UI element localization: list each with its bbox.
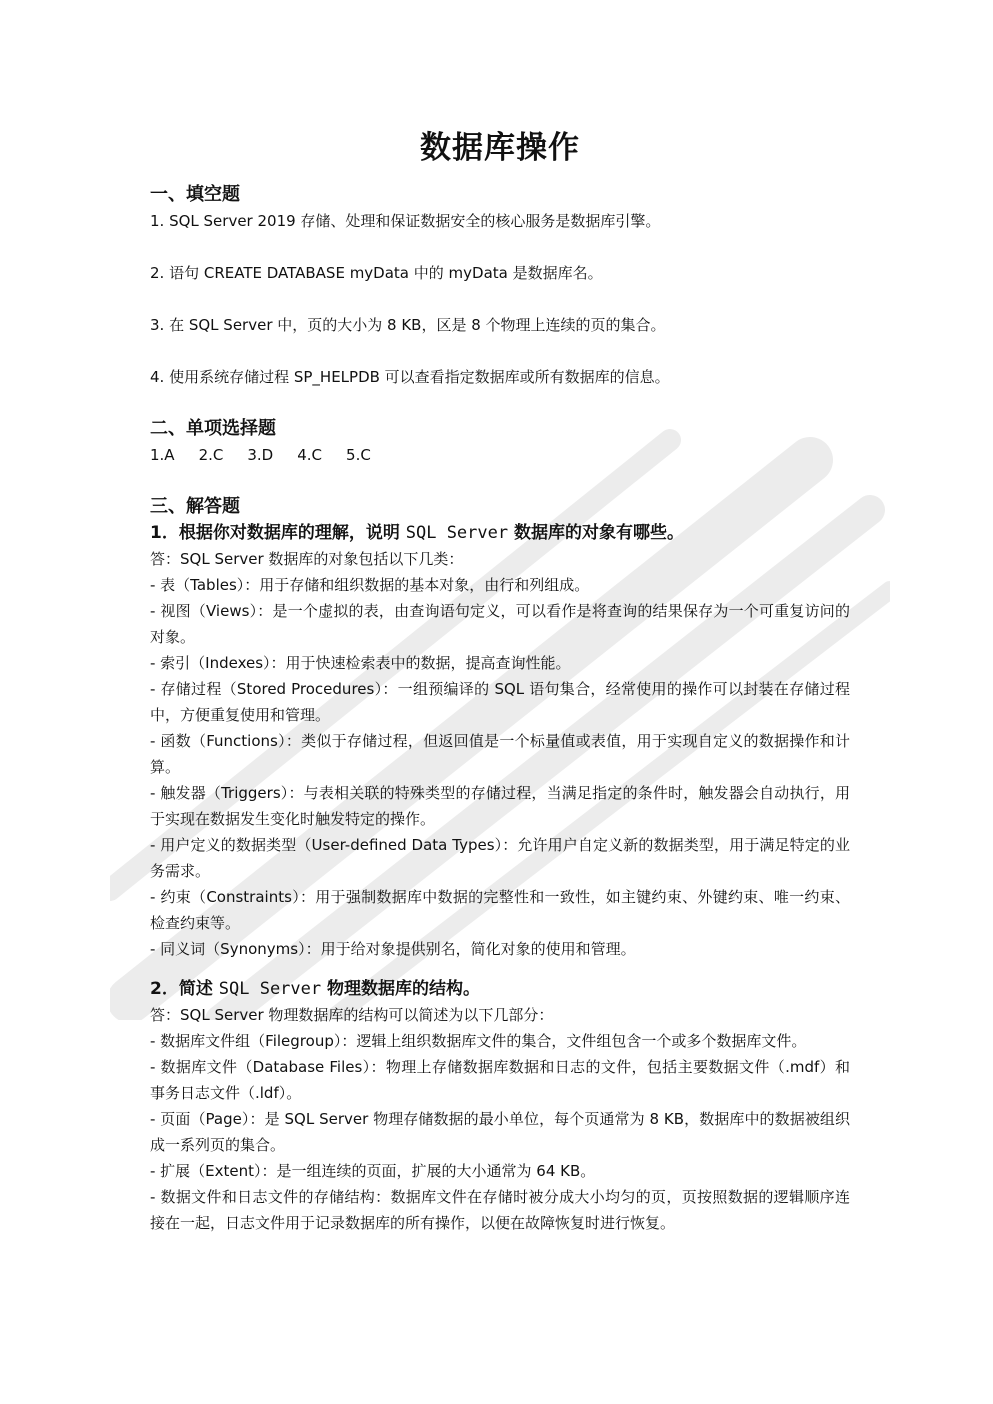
fill-item: 4. 使用系统存储过程 SP_HELPDB 可以查看指定数据库或所有数据库的信息。 — [150, 368, 670, 386]
answer-item: - 用户定义的数据类型（User-defined Data Types）：允许用户自定义新的数据类型，用于满足特定的业务需求。 — [150, 836, 850, 880]
section-heading: 三、解答题 — [150, 496, 240, 517]
choice-answer: 2.C — [198, 446, 224, 464]
section-heading: 一、填空题 — [150, 184, 240, 205]
fill-item: 2. 语句 CREATE DATABASE myData 中的 myData 是数据库名。 — [150, 264, 603, 282]
answer-item: - 触发器（Triggers）：与表相关联的特殊类型的存储过程，当满足指定的条件时，触发器会自动执行，用于实现在数据发生变化时触发特定的操作。 — [150, 784, 850, 828]
question-2-heading — [150, 976, 850, 1002]
section-heading: 二、单项选择题 — [150, 418, 276, 439]
answer-item: - 数据库文件（Database Files）：物理上存储数据库数据和日志的文件，包括主要数据文件（.mdf）和事务日志文件（.ldf）。 — [150, 1058, 850, 1102]
answer-item: - 扩展（Extent）：是一组连续的页面，扩展的大小通常为 64 KB。 — [150, 1162, 596, 1180]
question-text: 2．简述 — [150, 979, 213, 999]
page-title: 数据库操作 — [420, 130, 580, 166]
answer-item: - 同义词（Synonyms）：用于给对象提供别名，简化对象的使用和管理。 — [150, 940, 636, 958]
answer-item: - 存储过程（Stored Procedures）：一组预编译的 SQL 语句集合，经常使用的操作可以封装在存储过程中，方便重复使用和管理。 — [150, 680, 850, 724]
answer-intro: 答：SQL Server 物理数据库的结构可以简述为以下几部分： — [150, 1006, 554, 1024]
section-short-answer — [150, 494, 850, 1236]
fill-item: 3. 在 SQL Server 中，页的大小为 8 KB，区是 8 个物理上连续的页的集合。 — [150, 316, 666, 334]
answer-intro: 答：SQL Server 数据库的对象包括以下几类： — [150, 550, 464, 568]
choice-answer: 1.A — [150, 446, 175, 464]
choice-answers — [150, 442, 850, 468]
fill-item: 1. SQL Server 2019 存储、处理和保证数据安全的核心服务是数据库引擎。 — [150, 212, 661, 230]
answer-item: - 数据库文件组（Filegroup）：逻辑上组织数据库文件的集合，文件组包含一个或多个数据库文件。 — [150, 1032, 807, 1050]
answer-item: - 约束（Constraints）：用于强制数据库中数据的完整性和一致性，如主键约束、外键约束、唯一约束、检查约束等。 — [150, 888, 850, 932]
answer-item: - 函数（Functions）：类似于存储过程，但返回值是一个标量值或表值，用于实现自定义的数据操作和计算。 — [150, 732, 850, 776]
section-single-choice — [150, 416, 850, 468]
choice-answer: 3.D — [247, 446, 274, 464]
answer-item: - 视图（Views）：是一个虚拟的表，由查询语句定义，可以看作是将查询的结果保存为一个可重复访问的对象。 — [150, 602, 850, 646]
choice-answer: 4.C — [297, 446, 323, 464]
question-text: 物理数据库的结构。 — [327, 979, 481, 999]
choice-answer: 5.C — [346, 446, 371, 464]
question-text: 数据库的对象有哪些。 — [514, 523, 685, 543]
section-fill-blank — [150, 182, 850, 390]
answer-item: - 数据文件和日志文件的存储结构：数据库文件在存储时被分成大小均匀的页，页按照数据的逻辑顺序连接在一起，日志文件用于记录数据库的所有操作，以便在故障恢复时进行恢复。 — [150, 1188, 850, 1232]
answer-item: - 索引（Indexes）：用于快速检索表中的数据，提高查询性能。 — [150, 654, 571, 672]
question-1-heading — [150, 520, 850, 546]
question-mono-term: SQL Server — [218, 979, 322, 999]
answer-item: - 页面（Page）：是 SQL Server 物理存储数据的最小单位，每个页通常为 8 KB，数据库中的数据被组织成一系列页的集合。 — [150, 1110, 850, 1154]
spacer — [150, 962, 850, 976]
document-page — [150, 120, 850, 1236]
answer-item: - 表（Tables）：用于存储和组织数据的基本对象，由行和列组成。 — [150, 576, 590, 594]
question-text: 1．根据你对数据库的理解，说明 — [150, 523, 400, 543]
question-mono-term: SQL Server — [405, 523, 509, 543]
